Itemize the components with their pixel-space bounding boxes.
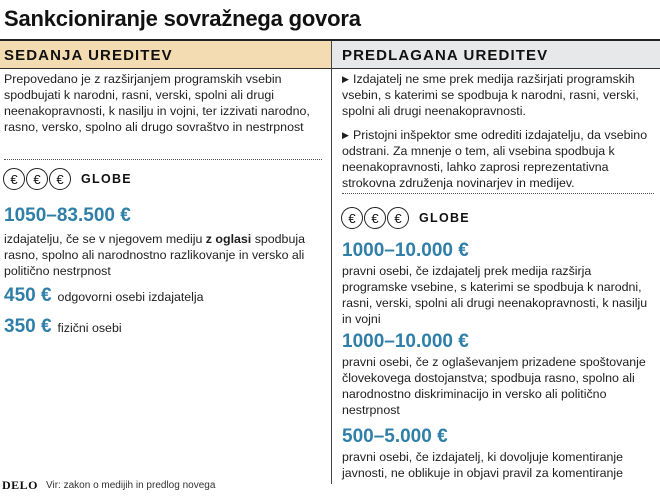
fine-item — [4, 285, 204, 307]
proposal-bullet: ▶ Izdajatelj ne sme prek medija razširjati programskih vsebin, s katerimi se spodbuja k narodni, rasni, verski, spolni ali drugi neenakopravnosti. — [342, 72, 639, 118]
fine-item — [4, 316, 122, 338]
triangle-bullet-icon: ▶ — [342, 74, 349, 84]
fine-description: izdajatelju, če se v njegovem mediju z oglasi spodbuja rasno, spolno ali narodnostno razlikovanje in versko ali politično nestrpnost — [4, 232, 305, 278]
infographic-title: Sankcioniranje sovražnega govora — [4, 6, 361, 31]
heading-rule — [332, 68, 660, 69]
dotted-divider — [342, 193, 654, 194]
fines-header — [3, 168, 132, 190]
euro-coin-icon: € — [3, 168, 25, 190]
fine-amount: 500–5.000 € — [342, 426, 448, 447]
fine-description: fizični osebi — [57, 321, 122, 335]
proposal-bullet: ▶ Pristojni inšpektor sme odrediti izdajatelju, da vsebino odstrani. Za mnenje o tem, ali vsebina spodbuja k neenakopravnosti, lahko zaprosi reprezentativna strokovna združenja novinarjev in medijev. — [342, 128, 648, 190]
fine-amount: 1000–10.000 € — [342, 331, 469, 352]
current-regulation-text: Prepovedano je z razširjanjem programskih vsebin spodbujati k narodni, rasni, verski, spolni ali drugi neenakopravnosti, k nasilju in vojni, ter izzivati narodno, rasno, versko, spolno ali drugo sovraštvo in nestrpnost — [4, 72, 310, 134]
euro-coin-icon: € — [49, 168, 71, 190]
fine-description: pravni osebi, če izdajatelj prek medija razširja programske vsebine, s katerimi se spodbuja k narodni, rasni, verski, spolni ali drugi neenakopravnosti, k nasilju in vojni — [342, 264, 648, 326]
fines-label: GLOBE — [419, 211, 470, 225]
fines-label: GLOBE — [81, 172, 132, 186]
euro-coin-icon: € — [387, 207, 409, 229]
footer — [2, 478, 215, 493]
current-regulation-heading: SEDANJA UREDITEV — [0, 41, 331, 68]
fine-description: odgovorni osebi izdajatelja — [57, 290, 204, 304]
source-note: Vir: zakon o medijih in predlog novega — [46, 480, 216, 491]
euro-coin-icon: € — [364, 207, 386, 229]
fine-description: pravni osebi, če izdajatelj, ki dovoljuje komentiranje javnosti, ne oblikuje in objavi pravil za komentiranje — [342, 450, 624, 480]
heading-rule — [0, 68, 331, 69]
fine-amount: 450 € — [4, 285, 52, 306]
fine-amount: 350 € — [4, 316, 52, 337]
fine-amount: 1050–83.500 € — [4, 205, 131, 226]
fine-amount: 1000–10.000 € — [342, 240, 469, 261]
dotted-divider — [4, 159, 322, 160]
proposed-regulation-heading: PREDLAGANA UREDITEV — [332, 41, 660, 68]
fine-description: pravni osebi, če z oglaševanjem prizadene spoštovanje človekovega dostojanstva; spodbuja rasno, spolno ali narodnostno diskriminacijo in versko ali politično nestrpnost — [342, 355, 646, 417]
fine-emphasis: z oglasi — [205, 232, 252, 246]
proposed-regulation-column — [331, 41, 660, 484]
euro-coin-icon: € — [341, 207, 363, 229]
euro-coin-icon: € — [26, 168, 48, 190]
delo-logo: DELO — [2, 478, 39, 492]
current-regulation-column — [0, 41, 331, 471]
fines-header — [341, 207, 470, 229]
triangle-bullet-icon: ▶ — [342, 130, 349, 140]
